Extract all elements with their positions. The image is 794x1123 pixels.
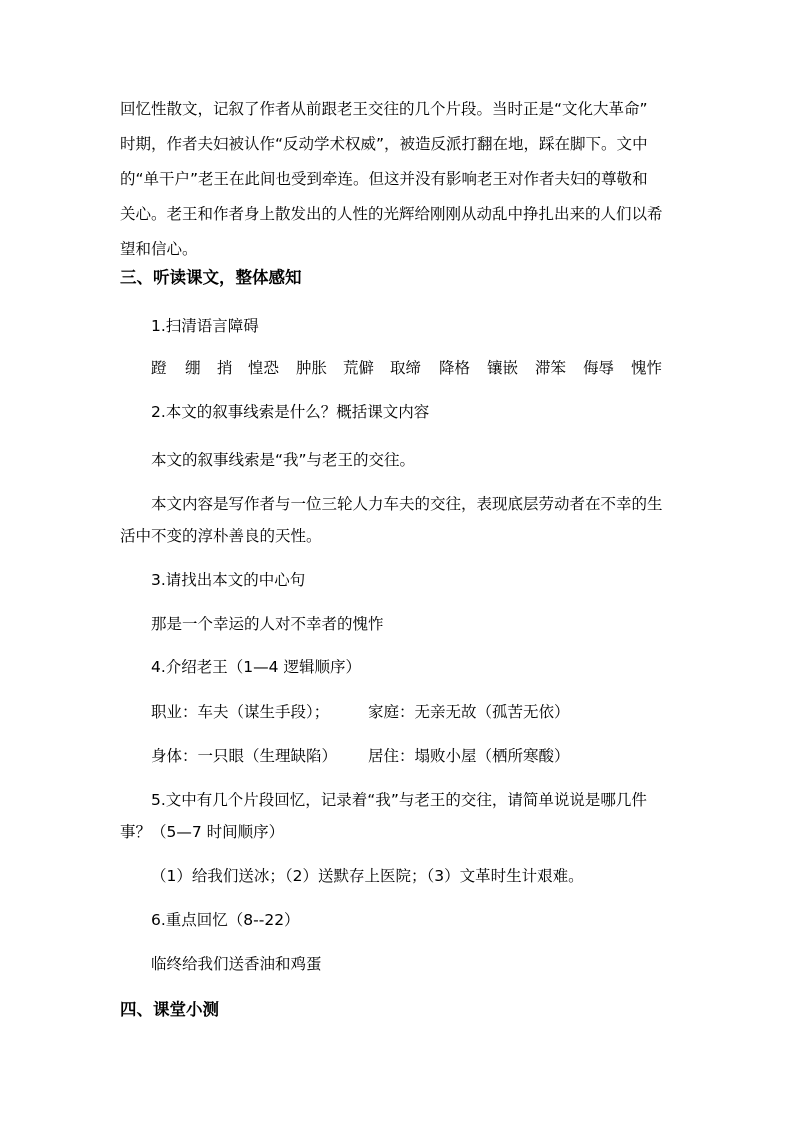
section-heading: 四、课堂小测 — [120, 1000, 219, 1019]
vocab-word: 惶恐 — [248, 359, 280, 377]
intro-line: 回忆性散文，记叙了作者从前跟老王交往的几个片段。当时正是“文化大革命” — [120, 100, 648, 118]
answer-text: 本文的叙事线索是“我”与老王的交往。 — [151, 451, 416, 469]
intro-paragraph — [120, 92, 676, 267]
vocab-word: 捎 — [217, 359, 233, 377]
item-title: 6.重点回忆（8--22） — [151, 911, 300, 929]
item-title: 1.扫清语言障碍 — [151, 317, 259, 335]
answer-text: 本文内容是写作者与一位三轮人力车夫的交往，表现底层劳动者在不幸的生 — [151, 495, 663, 513]
vocab-word: 绷 — [185, 359, 201, 377]
section-heading: 三、听读课文，整体感知 — [120, 268, 302, 287]
vocab-word: 荒僻 — [343, 359, 375, 377]
item-title: 5.文中有几个片段回忆，记录着“我”与老王的交往，请简单说说是哪几件 — [151, 791, 647, 809]
intro-line: 的“单干户”老王在此间也受到牵连。但这并没有影响老王对作者夫妇的尊敬和 — [120, 170, 648, 188]
vocab-word: 侮辱 — [583, 359, 615, 377]
intro-line: 时期，作者夫妇被认作“反动学术权威”，被造反派打翻在地，踩在脚下。文中 — [120, 135, 648, 153]
answer-text: 职业：车夫（谋生手段）； — [151, 703, 330, 721]
vocab-word: 降格 — [439, 359, 471, 377]
vocab-word: 滞笨 — [535, 359, 567, 377]
item-title: 3.请找出本文的中心句 — [151, 571, 306, 589]
answer-text: 那是一个幸运的人对不幸者的愧怍 — [151, 615, 384, 633]
answer-text: 居住：塌败小屋（栖所寒酸） — [368, 747, 570, 765]
answer-text: 家庭：无亲无故（孤苦无依） — [368, 703, 570, 721]
vocab-word: 蹬 — [151, 359, 167, 377]
vocab-word: 取缔 — [390, 359, 422, 377]
answer-text: 身体：一只眼（生理缺陷） — [151, 747, 338, 765]
item-title: 4.介绍老王（1—4 逻辑顺序） — [151, 658, 361, 676]
answer-text: 临终给我们送香油和鸡蛋 — [151, 955, 322, 973]
vocab-word: 愧怍 — [631, 359, 663, 377]
item-title: 2.本文的叙事线索是什么？概括课文内容 — [151, 403, 430, 421]
answer-text: 活中不变的淳朴善良的天性。 — [120, 527, 322, 545]
vocab-word: 肿胀 — [296, 359, 328, 377]
vocab-word: 镶嵌 — [487, 359, 519, 377]
item-title: 事？（5—7 时间顺序） — [120, 823, 285, 841]
intro-line: 关心。老王和作者身上散发出的人性的光辉给刚刚从动乱中挣扎出来的人们以希 — [120, 205, 663, 223]
intro-line: 望和信心。 — [120, 240, 198, 258]
answer-text: （1）给我们送冰；（2）送默存上医院；（3）文革时生计艰难。 — [151, 867, 584, 885]
